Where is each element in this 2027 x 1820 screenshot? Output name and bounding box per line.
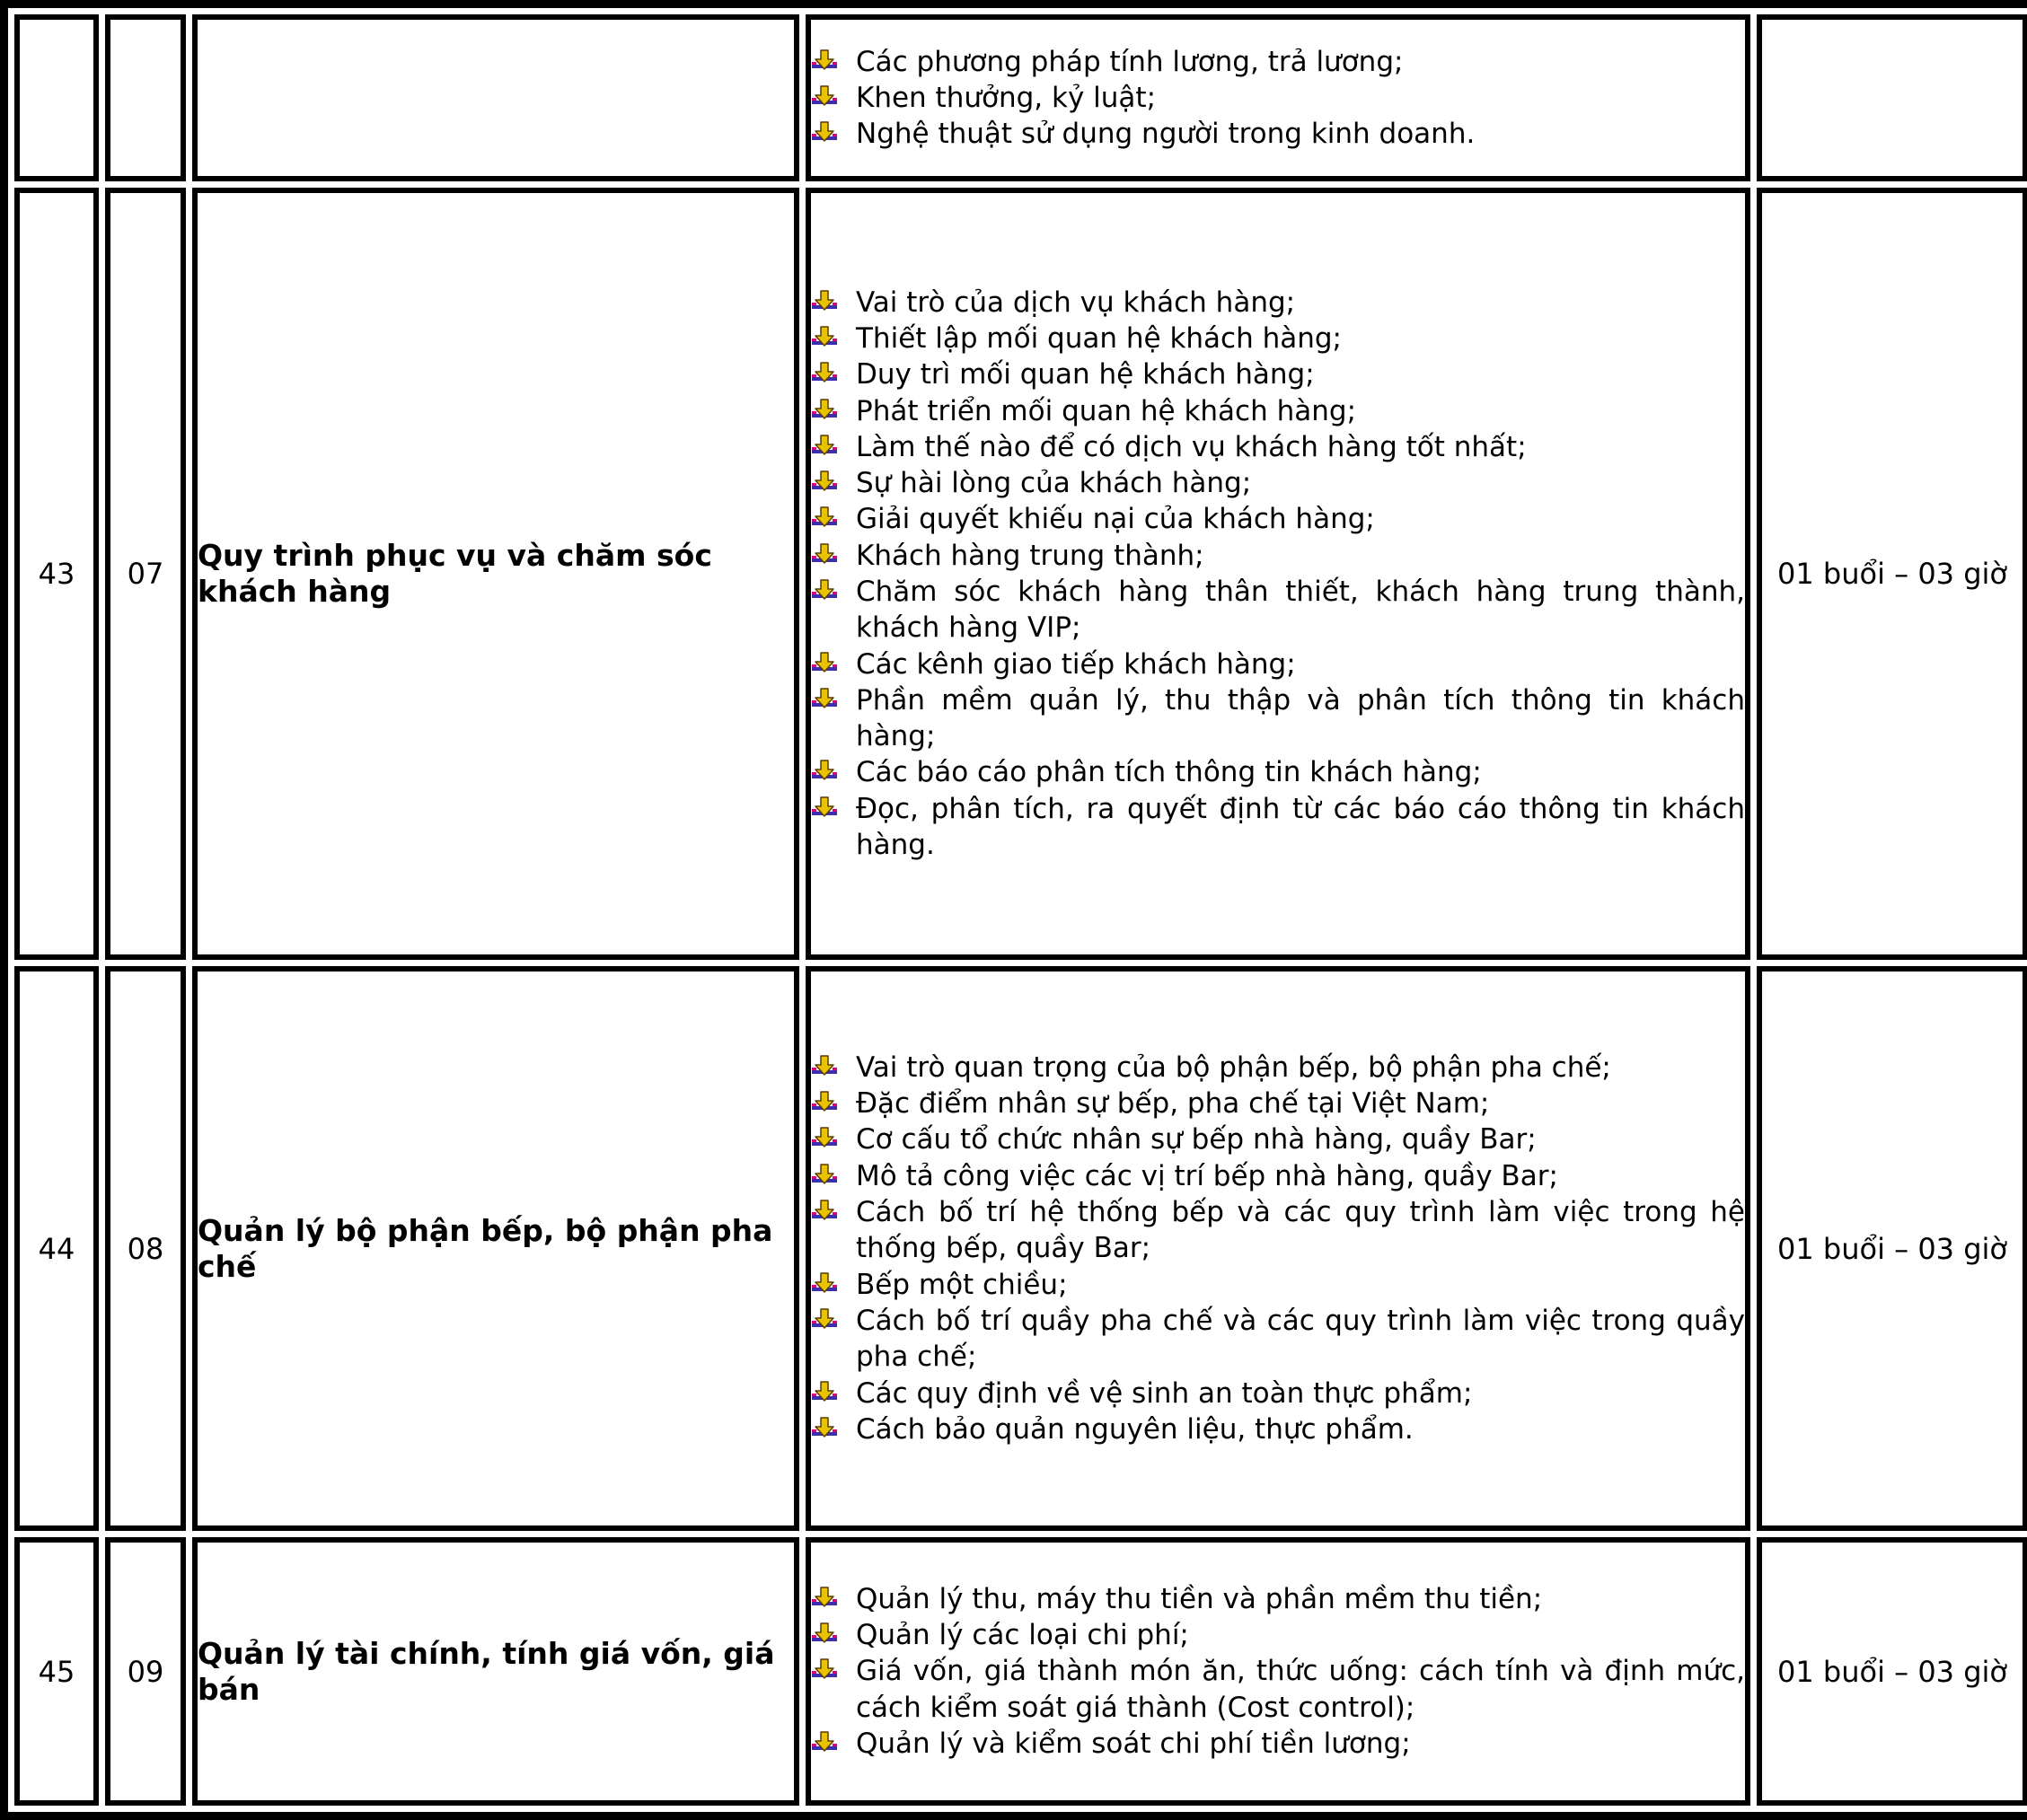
content-item	[811, 1086, 1745, 1121]
content-list	[811, 1050, 1745, 1447]
content-item-text: Làm thế nào để có dịch vụ khách hàng tốt nhất;	[856, 430, 1527, 463]
arrow-down-bullet-icon	[811, 85, 838, 110]
row-number-cell	[14, 966, 99, 1531]
content-item-text: Vai trò quan trọng của bộ phận bếp, bộ phận pha chế;	[856, 1051, 1611, 1084]
arrow-down-bullet-icon	[811, 1731, 838, 1756]
content-item	[811, 791, 1745, 864]
row-number-cell	[14, 1537, 99, 1806]
topic-title: Quản lý tài chính, tính giá vốn, giá bán	[198, 1635, 775, 1707]
arrow-down-bullet-icon	[811, 290, 838, 315]
content-item	[811, 1050, 1745, 1086]
arrow-down-bullet-icon	[811, 470, 838, 496]
row-number: 44	[38, 1231, 75, 1266]
arrow-down-bullet-icon	[811, 652, 838, 677]
topic-title-cell	[192, 966, 799, 1531]
content-list	[811, 285, 1745, 864]
content-item-text: Đặc điểm nhân sự bếp, pha chế tại Việt Nam;	[856, 1087, 1490, 1121]
arrow-down-bullet-icon	[811, 760, 838, 785]
content-item-text: Nghệ thuật sử dụng người trong kinh doanh.	[856, 118, 1476, 151]
content-item	[811, 1726, 1745, 1762]
content-item	[811, 1653, 1745, 1726]
content-item	[811, 646, 1745, 682]
table-body	[14, 14, 2027, 1806]
arrow-down-bullet-icon	[811, 1587, 838, 1612]
duration: 01 buổi – 03 giờ	[1777, 557, 2007, 591]
module-code: 07	[127, 557, 164, 591]
content-item-text: Khách hàng trung thành;	[856, 539, 1204, 572]
content-item-text: Đọc, phân tích, ra quyết định từ các báo cáo thông tin khách hàng.	[856, 792, 1745, 862]
arrow-down-bullet-icon	[811, 543, 838, 568]
duration: 01 buổi – 03 giờ	[1777, 1231, 2007, 1266]
content-item-text: Vai trò của dịch vụ khách hàng;	[856, 286, 1296, 319]
content-item-text: Các kênh giao tiếp khách hàng;	[856, 647, 1296, 681]
row-number: 43	[38, 557, 75, 591]
content-item	[811, 1581, 1745, 1617]
topic-title: Quy trình phục vụ và chăm sóc khách hàng	[198, 538, 712, 609]
content-item	[811, 1194, 1745, 1267]
content-item	[811, 501, 1745, 537]
content-item-text: Các phương pháp tính lương, trả lương;	[856, 45, 1404, 78]
arrow-down-bullet-icon	[811, 1200, 838, 1225]
module-code-cell	[105, 966, 186, 1531]
table-row	[14, 188, 2027, 960]
table-row	[14, 966, 2027, 1531]
content-item-text: Phần mềm quản lý, thu thập và phân tích thông tin khách hàng;	[856, 683, 1745, 753]
content-item	[811, 1158, 1745, 1194]
content-item	[811, 465, 1745, 501]
content-item-text: Cách bố trí hệ thống bếp và các quy trình làm việc trong hệ thống bếp, quầy Bar;	[856, 1196, 1745, 1265]
content-item-text: Khen thưởng, kỷ luật;	[856, 81, 1157, 114]
content-item	[811, 393, 1745, 429]
arrow-down-bullet-icon	[811, 1622, 838, 1648]
content-item-text: Cơ cấu tổ chức nhân sự bếp nhà hàng, quầy Bar;	[856, 1123, 1537, 1156]
content-item	[811, 1411, 1745, 1447]
content-item	[811, 285, 1745, 321]
content-item	[811, 1376, 1745, 1411]
arrow-down-bullet-icon	[811, 1127, 838, 1152]
duration-cell	[1757, 966, 2027, 1531]
module-code: 08	[127, 1231, 164, 1266]
module-code-cell	[105, 188, 186, 960]
content-item	[811, 1617, 1745, 1653]
content-item-text: Chăm sóc khách hàng thân thiết, khách hàng trung thành, khách hàng VIP;	[856, 576, 1745, 645]
table-row	[14, 14, 2027, 181]
arrow-down-bullet-icon	[811, 1055, 838, 1080]
duration: 01 buổi – 03 giờ	[1777, 1654, 2007, 1689]
content-item-text: Thiết lập mối quan hệ khách hàng;	[856, 321, 1343, 355]
content-item-text: Phát triển mối quan hệ khách hàng;	[856, 394, 1357, 427]
content-item-text: Duy trì mối quan hệ khách hàng;	[856, 358, 1315, 391]
arrow-down-bullet-icon	[811, 121, 838, 146]
arrow-down-bullet-icon	[811, 1381, 838, 1406]
arrow-down-bullet-icon	[811, 435, 838, 460]
row-number-cell	[14, 188, 99, 960]
content-cell	[806, 14, 1750, 181]
content-item-text: Cách bố trí quầy pha chế và các quy trình làm việc trong quầy pha chế;	[856, 1304, 1745, 1374]
arrow-down-bullet-icon	[811, 1308, 838, 1333]
content-item	[811, 538, 1745, 574]
arrow-down-bullet-icon	[811, 1164, 838, 1189]
content-cell	[806, 1537, 1750, 1806]
content-cell	[806, 188, 1750, 960]
content-item-text: Bếp một chiều;	[856, 1268, 1068, 1301]
content-item-text: Giá vốn, giá thành món ăn, thức uống: cách tính và định mức, cách kiểm soát giá thành (Cost control);	[856, 1655, 1745, 1724]
duration-cell	[1757, 1537, 2027, 1806]
module-code-cell	[105, 1537, 186, 1806]
row-number-cell	[14, 14, 99, 181]
row-number: 45	[38, 1654, 75, 1689]
arrow-down-bullet-icon	[811, 1091, 838, 1116]
content-item-text: Quản lý thu, máy thu tiền và phần mềm thu tiền;	[856, 1582, 1543, 1615]
content-item	[811, 44, 1745, 80]
content-item	[811, 1267, 1745, 1303]
content-item	[811, 321, 1745, 356]
arrow-down-bullet-icon	[811, 399, 838, 424]
duration-cell	[1757, 188, 2027, 960]
content-item	[811, 754, 1745, 790]
content-item	[811, 80, 1745, 116]
topic-title-cell	[192, 1537, 799, 1806]
content-item	[811, 116, 1745, 152]
content-item-text: Các báo cáo phân tích thông tin khách hàng;	[856, 756, 1482, 789]
arrow-down-bullet-icon	[811, 506, 838, 532]
duration-cell	[1757, 14, 2027, 181]
content-item-text: Sự hài lòng của khách hàng;	[856, 467, 1252, 500]
table-row	[14, 1537, 2027, 1806]
content-item-text: Quản lý và kiểm soát chi phí tiền lương;	[856, 1727, 1411, 1760]
arrow-down-bullet-icon	[811, 362, 838, 387]
arrow-down-bullet-icon	[811, 1417, 838, 1442]
arrow-down-bullet-icon	[811, 326, 838, 351]
content-item-text: Cách bảo quản nguyên liệu, thực phẩm.	[856, 1412, 1414, 1446]
content-item	[811, 429, 1745, 465]
arrow-down-bullet-icon	[811, 1658, 838, 1684]
content-item	[811, 1121, 1745, 1157]
arrow-down-bullet-icon	[811, 49, 838, 75]
arrow-down-bullet-icon	[811, 579, 838, 604]
arrow-down-bullet-icon	[811, 1272, 838, 1297]
module-code: 09	[127, 1654, 164, 1689]
content-item-text: Giải quyết khiếu nại của khách hàng;	[856, 503, 1375, 536]
topic-title: Quản lý bộ phận bếp, bộ phận pha chế	[198, 1212, 773, 1284]
content-item	[811, 356, 1745, 392]
content-list	[811, 44, 1745, 153]
topic-title-cell	[192, 188, 799, 960]
topic-title-cell	[192, 14, 799, 181]
module-code-cell	[105, 14, 186, 181]
content-item-text: Quản lý các loại chi phí;	[856, 1619, 1189, 1652]
content-item-text: Mô tả công việc các vị trí bếp nhà hàng, quầy Bar;	[856, 1159, 1558, 1192]
content-item-text: Các quy định về vệ sinh an toàn thực phẩm;	[856, 1376, 1473, 1410]
arrow-down-bullet-icon	[811, 796, 838, 822]
content-item	[811, 1303, 1745, 1376]
content-item	[811, 682, 1745, 755]
arrow-down-bullet-icon	[811, 688, 838, 713]
content-item	[811, 574, 1745, 646]
content-cell	[806, 966, 1750, 1531]
content-list	[811, 1581, 1745, 1762]
